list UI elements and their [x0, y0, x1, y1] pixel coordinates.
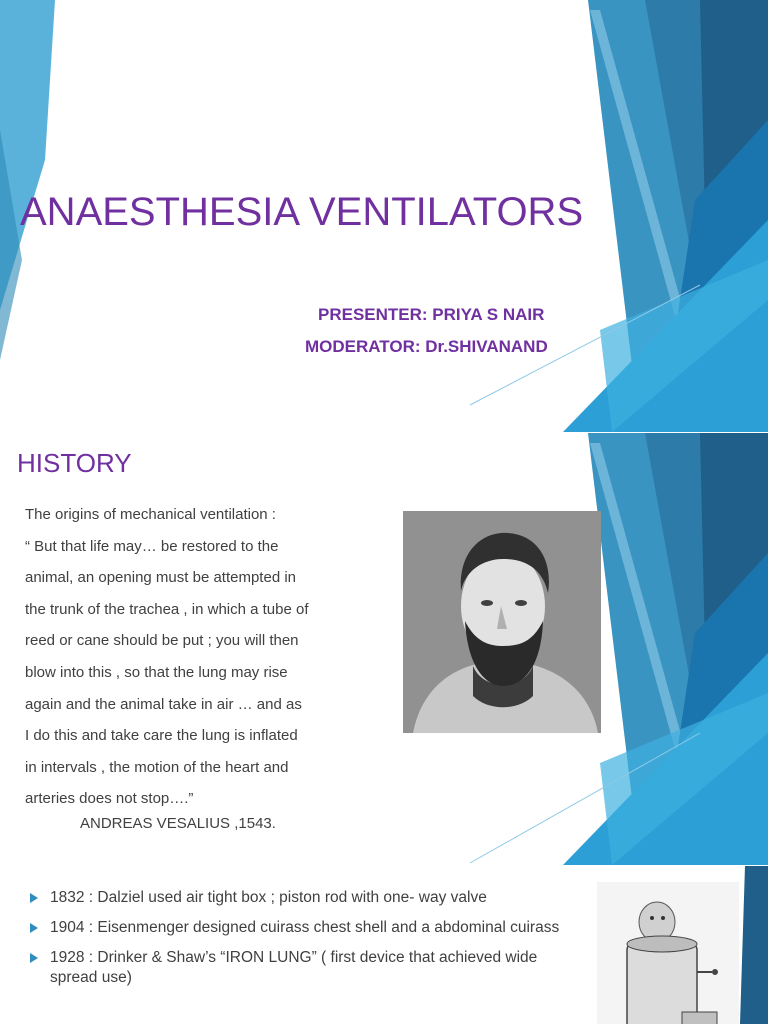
quote-line: the trunk of the trachea , in which a tube of — [25, 600, 309, 618]
vesalius-quote — [25, 499, 375, 815]
list-item — [30, 948, 570, 988]
arrow-bullet-icon — [30, 953, 38, 963]
list-item — [30, 888, 570, 908]
title-slide — [0, 0, 768, 432]
quote-line: “ But that life may… be restored to the — [25, 537, 279, 555]
timeline-entry-text: 1928 : Drinker & Shaw’s “IRON LUNG” ( first device that achieved wide spread use) — [50, 949, 538, 986]
list-item — [30, 918, 570, 938]
timeline-entry-text: 1832 : Dalziel used air tight box ; piston rod with one- way valve — [50, 889, 487, 906]
timeline-slide — [0, 866, 768, 1024]
history-timeline-list — [30, 888, 570, 998]
quote-line: I do this and take care the lung is inflated — [25, 727, 298, 745]
quote-line: blow into this , so that the lung may rise — [25, 663, 288, 681]
quote-line: reed or cane should be put ; you will then — [25, 632, 299, 650]
history-heading: HISTORY — [17, 448, 132, 478]
quote-attribution: ANDREAS VESALIUS ,1543. — [80, 815, 276, 832]
arrow-bullet-icon — [30, 893, 38, 903]
timeline-entry-text: 1904 : Eisenmenger designed cuirass chest shell and a abdominal cuirass — [50, 919, 560, 936]
presentation-title: ANAESTHESIA VENTILATORS — [20, 190, 584, 234]
history-slide — [0, 433, 768, 865]
quote-line: arteries does not stop….” — [25, 790, 194, 808]
quote-line: again and the animal take in air … and as — [25, 695, 302, 713]
arrow-bullet-icon — [30, 923, 38, 933]
iron-lung-image — [597, 882, 739, 1024]
quote-line: The origins of mechanical ventilation : — [25, 506, 276, 523]
moderator-line: MODERATOR: Dr.SHIVANAND — [305, 337, 548, 356]
vesalius-portrait-image — [403, 511, 601, 733]
quote-line: animal, an opening must be attempted in — [25, 569, 297, 587]
quote-line: in intervals , the motion of the heart and — [25, 758, 289, 776]
presenter-line: PRESENTER: PRIYA S NAIR — [318, 305, 545, 324]
